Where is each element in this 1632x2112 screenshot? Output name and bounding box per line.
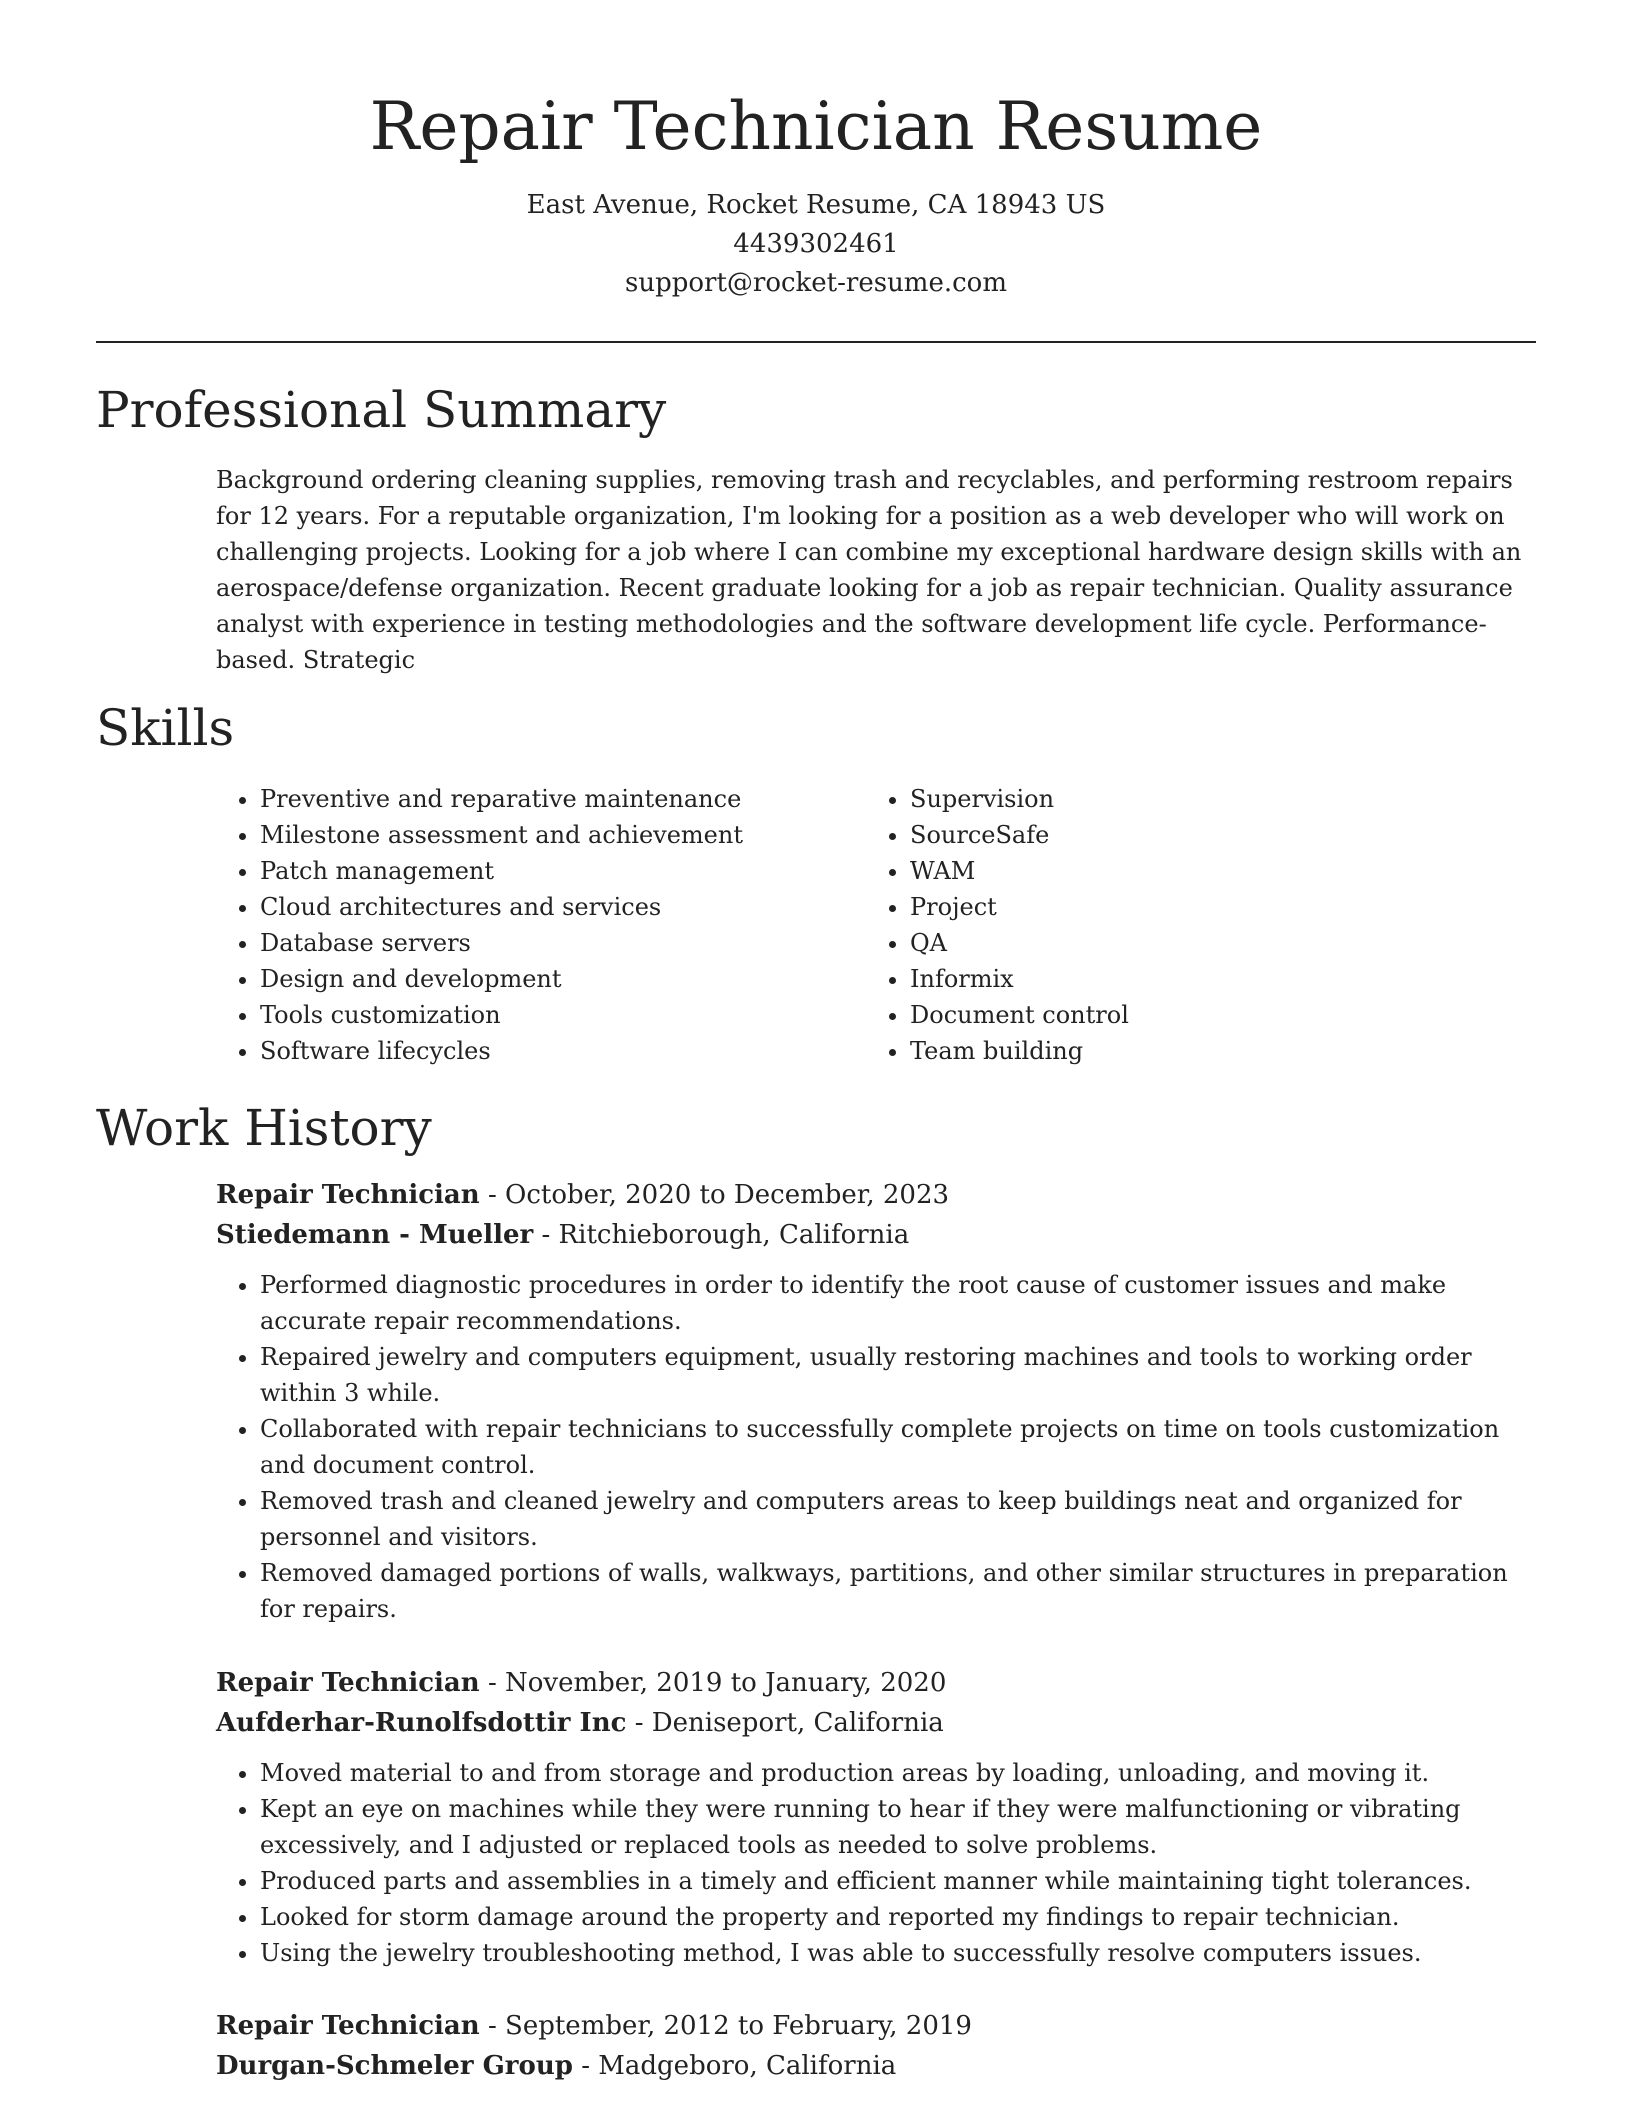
job-bullet: • Looked for storm damage around the property and reported my findings to repair technician.: [260, 1899, 1536, 1935]
skill-item: • QA: [910, 925, 1516, 961]
job-dates: September, 2012 to February, 2019: [505, 2011, 972, 2041]
job-bullets: [216, 1755, 1536, 1971]
skills-column-left: [216, 781, 866, 1069]
job-location: Madgeboro, California: [598, 2051, 897, 2081]
skill-item: • Preventive and reparative maintenance: [260, 781, 866, 817]
job-bullet: • Kept an eye on machines while they were running to hear if they were malfunctioning or vibrating excessively, and I adjusted or replaced tools as needed to solve problems.: [260, 1791, 1536, 1863]
skill-item: • Tools customization: [260, 997, 866, 1033]
skills-heading: Skills: [96, 699, 235, 757]
skill-item: • Team building: [910, 1033, 1516, 1069]
job-bullet: • Removed trash and cleaned jewelry and computers areas to keep buildings neat and organized for personnel and visitors.: [260, 1483, 1536, 1555]
skill-item: • Software lifecycles: [260, 1033, 866, 1069]
work-history-heading: Work History: [96, 1099, 432, 1157]
job-title: Repair Technician: [216, 1668, 480, 1698]
job-company: Stiedemann - Mueller: [216, 1220, 534, 1250]
skill-item: • SourceSafe: [910, 817, 1516, 853]
job-entry-2: [216, 1663, 1536, 1971]
resume-header: [0, 0, 1632, 303]
job-bullet: • Performed diagnostic procedures in order to identify the root cause of customer issues and make accurate repair recommendations.: [260, 1267, 1536, 1339]
job-bullet: • Moved material to and from storage and production areas by loading, unloading, and moving it.: [260, 1755, 1536, 1791]
contact-info: [0, 186, 1632, 303]
job-title: Repair Technician: [216, 2011, 480, 2041]
skill-item: • Supervision: [910, 781, 1516, 817]
job-dates: November, 2019 to January, 2020: [505, 1668, 947, 1698]
skill-item: • Document control: [910, 997, 1516, 1033]
job-title-line: Repair Technician - October, 2020 to December, 2023: [216, 1180, 950, 1210]
resume-title: Repair Technician Resume: [369, 88, 1263, 165]
contact-phone: 4439302461: [733, 229, 899, 259]
job-entry-3: [216, 2006, 1536, 2086]
job-location: Deniseport, California: [651, 1708, 944, 1738]
job-bullet: • Produced parts and assemblies in a timely and efficient manner while maintaining tight tolerances.: [260, 1863, 1536, 1899]
skill-item: • Milestone assessment and achievement: [260, 817, 866, 853]
job-title-line: Repair Technician - November, 2019 to January, 2020: [216, 1668, 947, 1698]
skill-item: • WAM: [910, 853, 1516, 889]
contact-address: East Avenue, Rocket Resume, CA 18943 US: [526, 190, 1106, 220]
skill-item: • Project: [910, 889, 1516, 925]
job-bullet: • Repaired jewelry and computers equipment, usually restoring machines and tools to working order within 3 while.: [260, 1339, 1536, 1411]
job-title-line: Repair Technician - September, 2012 to February, 2019: [216, 2011, 972, 2041]
job-dates: October, 2020 to December, 2023: [505, 1180, 950, 1210]
skills-list: [216, 781, 1536, 1069]
job-bullet: • Collaborated with repair technicians to successfully complete projects on time on tools customization and document control.: [260, 1411, 1536, 1483]
job-company: Aufderhar-Runolfsdottir Inc: [216, 1708, 627, 1738]
skill-item: • Patch management: [260, 853, 866, 889]
job-company: Durgan-Schmeler Group: [216, 2051, 573, 2081]
job-location: Ritchieborough, California: [558, 1220, 910, 1250]
job-company-line: Stiedemann - Mueller - Ritchieborough, California: [216, 1220, 910, 1250]
header-divider: [96, 341, 1536, 343]
skill-item: • Design and development: [260, 961, 866, 997]
job-bullet: • Using the jewelry troubleshooting method, I was able to successfully resolve computers issues.: [260, 1935, 1536, 1971]
job-company-line: Aufderhar-Runolfsdottir Inc - Deniseport, California: [216, 1708, 944, 1738]
job-bullets: [216, 1267, 1536, 1627]
skill-item: • Cloud architectures and services: [260, 889, 866, 925]
job-bullet: • Removed damaged portions of walls, walkways, partitions, and other similar structures in preparation for repairs.: [260, 1555, 1536, 1627]
skills-column-right: [866, 781, 1516, 1069]
contact-email: support@rocket-resume.com: [624, 268, 1007, 298]
job-title: Repair Technician: [216, 1180, 480, 1210]
skill-item: • Database servers: [260, 925, 866, 961]
summary-text: Background ordering cleaning supplies, removing trash and recyclables, and performing restroom repairs for 12 years. For a reputable organization, I'm looking for a position as a web developer who will work on challenging projects. Looking for a job where I can combine my exceptional hardware design skills with an aerospace/defense organization. Recent graduate looking for a job as repair technician. Quality assurance analyst with experience in testing methodologies and the software development life cycle. Performance-based. Strategic: [216, 466, 1522, 674]
skill-item: • Informix: [910, 961, 1516, 997]
job-company-line: Durgan-Schmeler Group - Madgeboro, California: [216, 2051, 897, 2081]
job-entry-1: [216, 1175, 1536, 1627]
summary-heading: Professional Summary: [96, 381, 667, 439]
